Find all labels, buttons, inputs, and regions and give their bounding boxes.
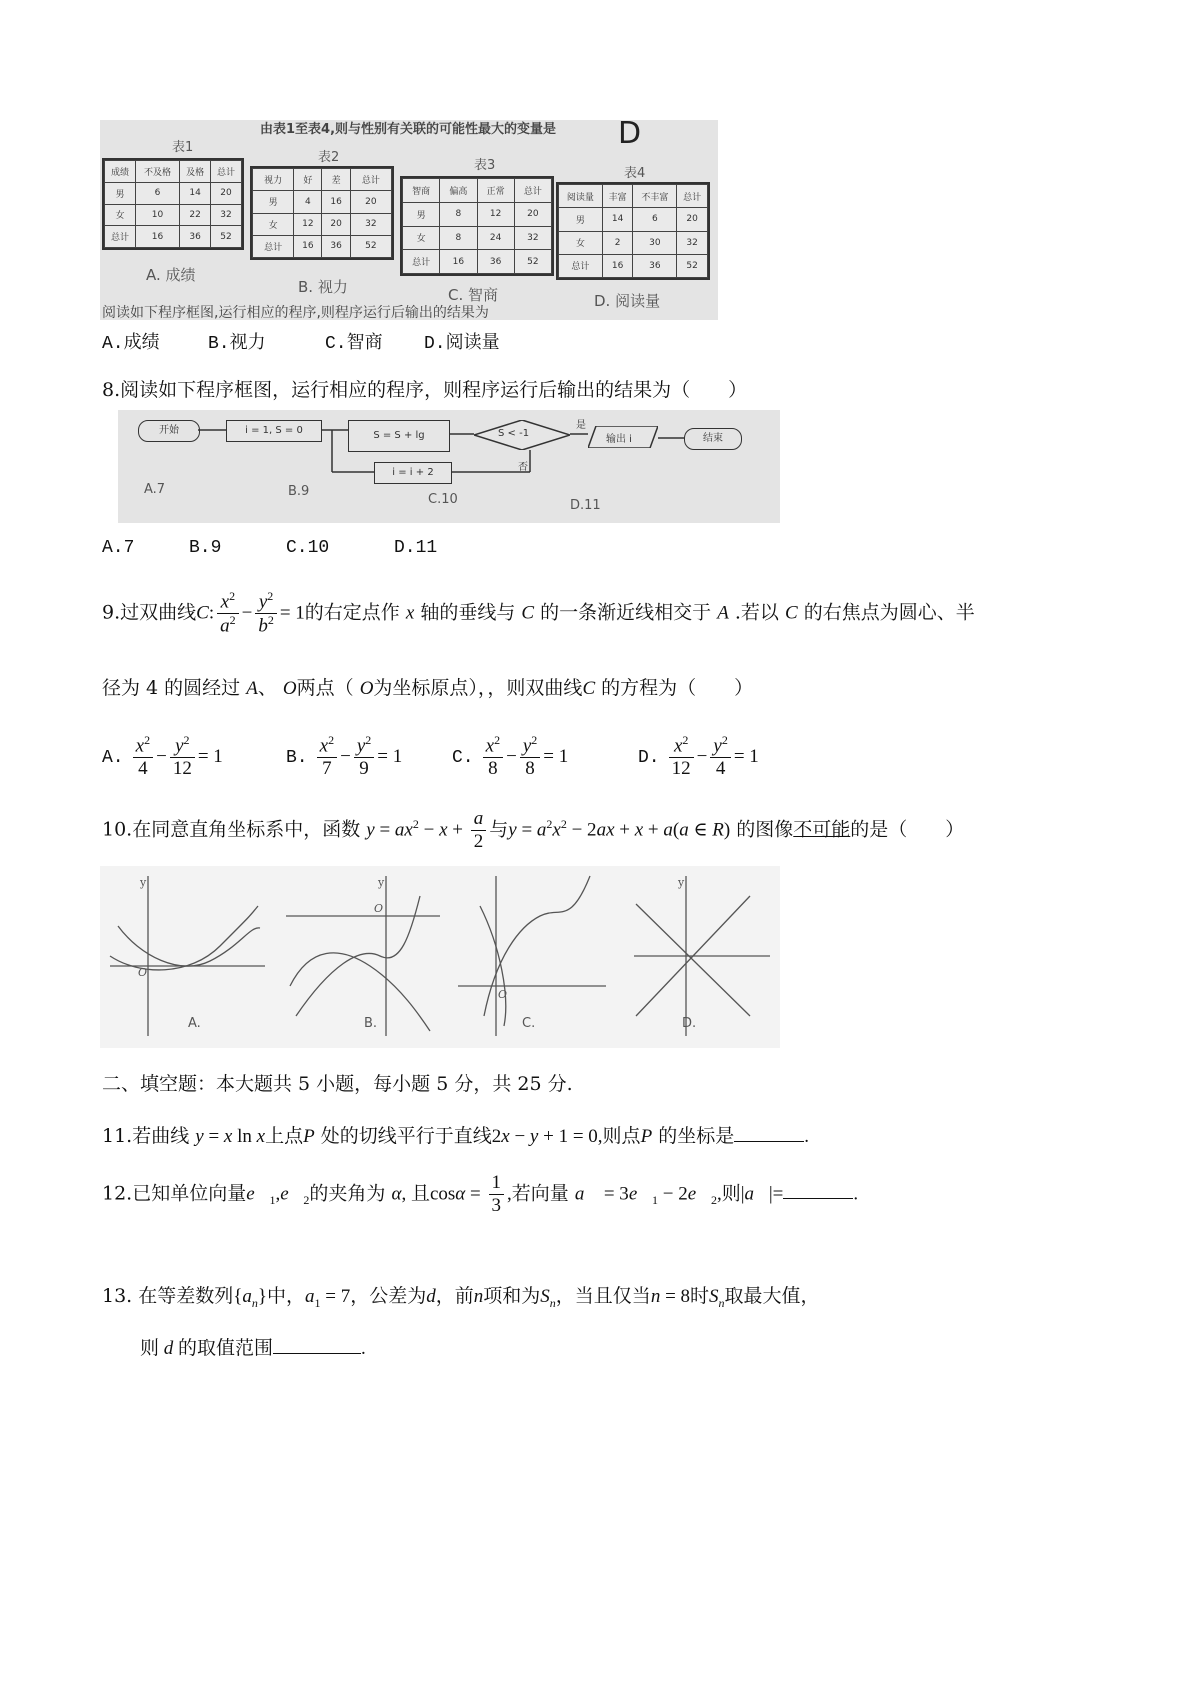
- t4-cell: 总计: [559, 254, 603, 277]
- t3-head-2: 正常: [477, 179, 514, 203]
- t2-cell: 52: [350, 235, 391, 257]
- svg-text:O: O: [498, 988, 508, 1001]
- q7-table3: [400, 176, 554, 276]
- flow-update-label: i = i + 2: [392, 467, 434, 478]
- t1-cell: 52: [211, 226, 242, 248]
- t2-cell: 女: [253, 213, 294, 235]
- q10-graphs-image: [100, 866, 780, 1048]
- t3-cell: 女: [403, 226, 440, 250]
- q13-text: 项和为: [483, 1285, 541, 1307]
- t2-cell: 12: [294, 213, 322, 235]
- q8-option-b: B.9: [189, 538, 222, 558]
- q7-table3-label: C. 智商: [448, 286, 499, 304]
- svg-text:y: y: [678, 876, 685, 889]
- q12-text: 且: [410, 1182, 430, 1205]
- t1-cell: 总计: [105, 226, 136, 248]
- q9-opt-letter: D.: [638, 748, 660, 769]
- q13-text: 13. 在等差数列: [102, 1285, 234, 1307]
- t2-cell: 16: [294, 235, 322, 257]
- q13-line2: 则 d 的取值范围 .: [140, 1337, 366, 1359]
- q13-text: 取最大值，: [724, 1285, 820, 1307]
- flow-output-label: 输出 i: [606, 434, 632, 445]
- t1-cell: 36: [180, 226, 211, 248]
- q11-text: 的坐标是: [658, 1125, 735, 1147]
- flow-init-label: i = 1, S = 0: [245, 425, 303, 436]
- q8-scan-option-d: D.11: [570, 498, 601, 513]
- t4-cell: 6: [633, 208, 677, 231]
- q7-table4-label: D. 阅读量: [594, 292, 661, 310]
- q8-stem: 8.阅读如下程序框图，运行相应的程序，则程序运行后输出的结果为（ ）: [102, 379, 748, 401]
- q9-frac-y: $\frac{y^2}{b^2}$: [255, 590, 277, 637]
- q11-text: 则点: [602, 1125, 641, 1147]
- q13-text: 的取值范围: [178, 1337, 274, 1359]
- t4-cell: 14: [602, 208, 633, 231]
- flow-start-label: 开始: [159, 425, 179, 436]
- t4-cell: 20: [677, 208, 708, 231]
- t2-cell: 16: [322, 191, 350, 213]
- t3-head-1: 偏高: [440, 179, 477, 203]
- flow-output: [588, 426, 658, 448]
- t4-cell: 30: [633, 231, 677, 254]
- q11-text: 处的切线平行于直线: [320, 1125, 492, 1147]
- svg-text:O: O: [374, 902, 384, 915]
- flow-update: [374, 462, 452, 484]
- q7-option-b: B.视力: [208, 334, 266, 354]
- flow-end: [684, 428, 742, 450]
- t1-cell: 14: [180, 182, 211, 204]
- q9-opt-den1: 7: [322, 758, 332, 780]
- t3-cell: 32: [514, 226, 551, 250]
- q8-option-c: C.10: [286, 538, 330, 558]
- t3-cell: 16: [440, 250, 477, 274]
- t1-cell: 22: [180, 204, 211, 226]
- q7-option-a: A.成绩: [102, 334, 160, 354]
- q11-text: 11.若曲线: [102, 1125, 190, 1147]
- t3-cell: 20: [514, 202, 551, 226]
- svg-text:y: y: [140, 876, 147, 889]
- q9-opt-den1: 12: [671, 758, 691, 780]
- q7-table1: [102, 158, 244, 250]
- q7-table4: [556, 182, 710, 280]
- flow-end-label: 结束: [703, 433, 723, 444]
- q9-text: 的右焦点为圆心、半: [803, 601, 975, 624]
- flow-yes-label: 是: [576, 420, 586, 431]
- q10-text: 的图像: [736, 818, 794, 841]
- t1-cell: 16: [135, 226, 179, 248]
- q10-graphs: [100, 866, 780, 1048]
- t2-cell: 20: [350, 191, 391, 213]
- q7-table3-title: 表3: [474, 158, 496, 173]
- q9-option-d: D. $\frac{x^2}{12}$ − $\frac{y^2}{4}$ = 1: [638, 733, 759, 780]
- t2-cell: 总计: [253, 235, 294, 257]
- t2-cell: 32: [350, 213, 391, 235]
- q9-opt-letter: C.: [452, 748, 474, 769]
- q7-table4-title: 表4: [624, 166, 646, 181]
- q7-table1-label: A. 成绩: [146, 266, 196, 284]
- t2-cell: 4: [294, 191, 322, 213]
- t4-cell: 2: [602, 231, 633, 254]
- q7-handwritten-answer: D: [618, 120, 642, 151]
- q10-underlined: 不可能: [793, 818, 851, 841]
- q12-text: 若向量: [511, 1182, 569, 1205]
- q9-frac-x: $\frac{x^2}{a^2}$: [217, 590, 239, 637]
- t4-cell: 32: [677, 231, 708, 254]
- t4-head-0: 阅读量: [559, 185, 603, 208]
- q7-scan-header: 由表1至表4,则与性别有关联的可能性最大的变量是: [260, 122, 557, 137]
- q9-text: 为坐标原点），，则双曲线: [373, 677, 583, 699]
- t2-head-3: 总计: [350, 169, 391, 191]
- q11-text: 上点: [265, 1125, 304, 1147]
- q12-line: 12.已知单位向量$e⃗_1,e⃗_2$的夹角为 α, 且cosα = $\frac{1}{3}$ ,若向量 a⃗ = $3e⃗_1$ − $2e⃗_2$,则|a⃗|= .: [102, 1172, 859, 1216]
- t3-cell: 12: [477, 202, 514, 226]
- t4-cell: 女: [559, 231, 603, 254]
- q10-text: 的是（ ）: [850, 818, 965, 841]
- t1-head-0: 成绩: [105, 161, 136, 183]
- q9-opt-den1: 8: [488, 758, 498, 780]
- q7-option-d: D.阅读量: [424, 334, 500, 354]
- t4-cell: 16: [602, 254, 633, 277]
- q10-stem: 10.在同意直角坐标系中，函数 $y = ax^2 - x$ + $\frac{a}{2}$ 与$y = a^2x^2 - 2ax + x + a(a$ ∈ R) 的图像不可能的是（ ）: [102, 808, 965, 852]
- q10-graph-label-d: D.: [682, 1016, 697, 1031]
- t1-cell: 男: [105, 182, 136, 204]
- q13-text: ，前: [435, 1285, 474, 1307]
- q13-line1: 13. 在等差数列$\{a_n\}$中，$a_1 = 7$，公差为d，前n项和为$S_n$，当且仅当n = 8时$S_n$取最大值，: [102, 1285, 820, 1310]
- flow-start: [138, 420, 200, 442]
- q9-text: 轴的垂线与: [420, 601, 516, 624]
- q8-scan-option-c: C.10: [428, 492, 458, 507]
- t3-cell: 24: [477, 226, 514, 250]
- t1-cell: 10: [135, 204, 179, 226]
- t3-cell: 男: [403, 202, 440, 226]
- q9-text: 、: [257, 677, 277, 699]
- t3-cell: 36: [477, 250, 514, 274]
- q10-graph-label-c: C.: [522, 1016, 536, 1031]
- t2-head-2: 差: [322, 169, 350, 191]
- t1-head-2: 及格: [180, 161, 211, 183]
- q9-option-b: B. $\frac{x^2}{7}$ − $\frac{y^2}{9}$ = 1: [286, 733, 403, 780]
- svg-text:y: y: [378, 876, 385, 889]
- flow-no-label: 否: [518, 462, 528, 473]
- q13-text: 则: [140, 1337, 160, 1359]
- t4-head-3: 总计: [677, 185, 708, 208]
- t3-head-0: 智商: [403, 179, 440, 203]
- q10-text: 与: [489, 818, 509, 841]
- t1-cell: 32: [211, 204, 242, 226]
- q12-text: 的夹角为: [309, 1182, 386, 1205]
- t2-cell: 20: [322, 213, 350, 235]
- q9-text: 的右定点作: [304, 601, 400, 624]
- q13-text: 时: [690, 1285, 710, 1307]
- q9-opt-den2: 12: [172, 758, 192, 780]
- t2-head-0: 视力: [253, 169, 294, 191]
- t3-cell: 总计: [403, 250, 440, 274]
- q9-opt-den1: 4: [138, 758, 148, 780]
- t1-cell: 女: [105, 204, 136, 226]
- q9-opt-den2: 4: [715, 758, 726, 780]
- q13-text: ，当且仅当: [555, 1285, 651, 1307]
- q9-opt-letter: B.: [286, 748, 308, 769]
- q8-scan-option-b: B.9: [288, 484, 310, 499]
- q7-table2-label: B. 视力: [298, 278, 348, 296]
- t3-cell: 8: [440, 226, 477, 250]
- q9-text: 的一条渐近线相交于: [540, 601, 712, 624]
- q8-flowchart-image: [118, 410, 780, 523]
- svg-text:O: O: [138, 966, 148, 979]
- q10-text: 10.在同意直角坐标系中，函数: [102, 818, 361, 841]
- q9-option-a: A. $\frac{x^2}{4}$ − $\frac{y^2}{12}$ = 1: [102, 733, 223, 780]
- section-two-heading: 二、填空题：本大题共 5 小题，每小题 5 分，共 25 分.: [102, 1073, 573, 1095]
- q9-line2: 径为 4 的圆经过 A、 O两点（ O为坐标原点），，则双曲线C 的方程为（ ）: [102, 677, 754, 699]
- q9-text: 两点（: [296, 677, 354, 699]
- t3-cell: 8: [440, 202, 477, 226]
- t1-head-1: 不及格: [135, 161, 179, 183]
- q7-table2: [250, 166, 394, 260]
- q9-opt-letter: A.: [102, 748, 124, 769]
- q7-scan-footer: 阅读如下程序框图,运行相应的程序,则程序运行后输出的结果为: [102, 305, 489, 320]
- q7-table1-title: 表1: [172, 140, 194, 155]
- t2-cell: 男: [253, 191, 294, 213]
- t1-cell: 20: [211, 182, 242, 204]
- flow-cond-label: S < -1: [498, 428, 530, 439]
- q9-text: 径为 4 的圆经过: [102, 677, 241, 699]
- q8-option-a: A.7: [102, 538, 135, 558]
- q10-graph-label-a: A.: [188, 1016, 201, 1031]
- q9-opt-den2: 8: [525, 758, 535, 780]
- q9-text: 的方程为（ ）: [601, 677, 754, 699]
- q10-graph-label-b: B.: [364, 1016, 378, 1031]
- q9-option-c: C. $\frac{x^2}{8}$ − $\frac{y^2}{8}$ = 1: [452, 733, 569, 780]
- q13-text: 中，: [267, 1285, 306, 1307]
- t2-cell: 36: [322, 235, 350, 257]
- t4-head-2: 不丰富: [633, 185, 677, 208]
- q7-option-c: C.智商: [325, 334, 383, 354]
- t4-cell: 男: [559, 208, 603, 231]
- flow-assign-label: S = S + lg: [373, 430, 425, 441]
- t1-cell: 6: [135, 182, 179, 204]
- q13-text: ，公差为: [350, 1285, 427, 1307]
- t4-cell: 52: [677, 254, 708, 277]
- q9-text: 9.过双曲线: [102, 601, 197, 624]
- q8-option-d: D.11: [394, 538, 438, 558]
- flow-assign: [348, 420, 450, 452]
- q12-text: 则: [721, 1182, 741, 1205]
- t2-head-1: 好: [294, 169, 322, 191]
- t1-head-3: 总计: [211, 161, 242, 183]
- q11-line: 11.若曲线 y = x ln x上点P 处的切线平行于直线2x − y + 1 = 0,则点P 的坐标是 .: [102, 1125, 809, 1147]
- q9-text: .若以: [734, 601, 779, 624]
- flow-init: [226, 420, 322, 442]
- q8-scan-option-a: A.7: [144, 482, 166, 497]
- t3-head-3: 总计: [514, 179, 551, 203]
- t3-cell: 52: [514, 250, 551, 274]
- t4-cell: 36: [633, 254, 677, 277]
- q9-line1: 9.过双曲线C: $\frac{x^2}{a^2}$ − $\frac{y^2}{b^2}$ = 1的右定点作 x 轴的垂线与 C 的一条渐近线相交于 A .若以 C 的右焦点为圆心、半: [102, 589, 975, 637]
- q7-table2-title: 表2: [318, 150, 340, 165]
- flow-condition: [474, 420, 570, 450]
- q12-text: 12.已知单位向量: [102, 1182, 247, 1205]
- t4-head-1: 丰富: [602, 185, 633, 208]
- q9-opt-den2: 9: [359, 758, 369, 780]
- q7-scanned-image: [100, 120, 718, 320]
